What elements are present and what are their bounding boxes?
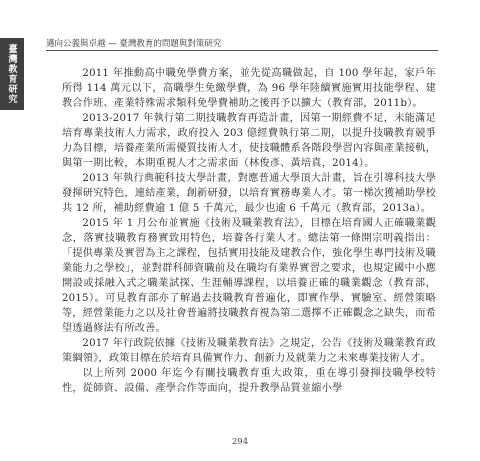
paragraph: 2011 年推動高中職免學費方案，並先從高職做起，自 100 學年起，家戶年所得 114 萬元以下，高職學生免繳學費，為 96 學年陸續實施實用技能學程、建教合作班、產業特殊需求類科免學費補助之後再予以擴大（教育部，2011b）。 — [62, 68, 436, 109]
paragraph: 以上所列 2000 年迄今有關技職教育重大政策，重在導引發揮技職學校特性，從師資、設備、產學合作等面向，提升教學品質並縮小學 — [62, 368, 436, 394]
header-rule — [46, 50, 438, 51]
paragraph: 2015 年 1 月公布並實施《技術及職業教育法》，目標在培育國人正確職業觀念，落實技職教育務實致用特色，培養各行業人才。總法第一條開宗明義指出：「提供專業及實習為主之課程，包括實用技能及建教合作，強化學生專門技術及職業能力之學校」，並對群科師資職前及在職均有業界實習之要求，也規定國中小應開設或採融入式之職業試探、生涯輔導課程，以培養正確的職業觀念（教育部，2015）。可見教育部亦了解過去技職教育普遍化，即實作學、實驗室、經營策略等，經營業能力之以及社會普遍將技職教育視為第二選擇不正確觀念之缺失，而希望透過修法有所改善。 — [62, 218, 436, 334]
paragraph: 2013 年執行典範科技大學計畫，對應普通大學頂大計畫，旨在引導科技大學發揮研究特色，連結產業，創新研發，以培育實務專業人才。第一梯次獲補助學校共 12 所，補助經費逾 1 億 5 千萬元，最少也逾 6 千萬元（教育部，2013a）。 — [62, 173, 436, 214]
paragraph: 2013-2017 年執行第二期技職教育再造計畫，因第一期經費不足，未能滿足培育專業技術人力需求，政府投入 203 億經費執行第二期，以提升技職教育競爭力為目標，培養產業所需優質技術人才，使技職體系各階段學習內容與產業接軌，與第一期比較，本期重視人才之需求面（林俊彥、黃培真，2014）。 — [62, 113, 436, 169]
chapter-side-tab — [0, 38, 24, 110]
body-text — [62, 66, 436, 396]
running-head: 邁向公義與卓越 — 臺灣教育的問題與對策研究 — [46, 39, 222, 49]
page-number: 294 — [231, 437, 249, 447]
chapter-side-tab-label: 臺灣教育研究 — [6, 44, 17, 104]
paragraph: 2017 年行政院依據《技術及職業教育法》之規定，公告《技術及職業教育政策綱領》，政策目標在於培育具備實作力、創新力及就業力之未來專業技術人才。 — [62, 338, 436, 364]
